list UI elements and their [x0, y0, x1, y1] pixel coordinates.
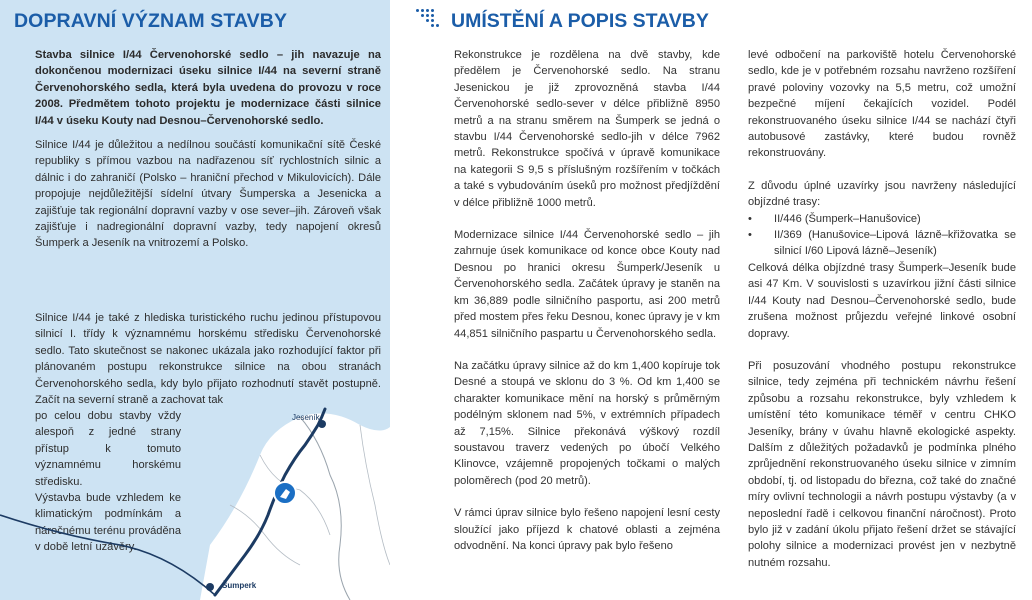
- construction-marker: [274, 482, 296, 504]
- paragraph-importance: Silnice I/44 je důležitou a nedílnou součástí komunikační sítě České republiky s přímou vazbou na nadřazenou síť rychlostních silnic a dálnic i do zahraničí (Polsko – hraniční přechod v Mikulovicích). Dále propojuje nejdůležitější sídelní útvary Šumperska a Jesenicka a zajišťuje tak regionální dopravní vazby v ose sever–jih. Zároveň však zajišťuje i nadregionální dopravní vazby, tedy napojení okresů Šumperk a Jeseník na vnitrozemí a Polsko.: [35, 139, 381, 250]
- bullet-text: II/446 (Šumperk–Hanušovice): [774, 212, 921, 225]
- region-map: [0, 395, 390, 600]
- map-land: [200, 413, 390, 600]
- bullet-item: [748, 227, 1016, 260]
- map-label-sumperk: Šumperk: [222, 581, 257, 590]
- paragraph: Modernizace silnice I/44 Červenohorské sedlo – jih zahrnuje úsek komunikace od konce obce Kouty nad Desnou po hranici okresu Šumperk/Jeseník u Červenohorského sedla. Začátek úpravy je staněn na km 36,889 podle silničního pasportu, asi 200 metrů před mostem přes řeku Desnou, konec úpravy je v km 44,851 silničního paspartu u Červenohorského sedla.: [454, 229, 720, 340]
- section-title-location: UMÍSTĚNÍ A POPIS STAVBY: [451, 10, 709, 32]
- paragraph-tourism-continued: po celou dobu stavby vždy alespoň z jedné strany přístup k tomuto významnému horskému středisku.: [35, 410, 181, 488]
- left-panel: [0, 0, 390, 600]
- paragraph: levé odbočení na parkoviště hotelu Červenohorské sedlo, kde je v potřebném rozsahu navrženo rozšíření pravé poloviny vozovky na 5,5 metru, což umožní bezpečné míjení čekajících vozidel. Podél rekonstruovaného úseku silnice I/44 se nachází čtyři autobusové zastávky, které budou rovněž rekonstruovány.: [748, 49, 1016, 160]
- paragraph-tourism: Silnice I/44 je také z hlediska turistického ruchu jedinou přístupovou silnicí I. třídy k významnému horskému středisku Červenohorské sedlo. Tato skutečnost se nakonec ukázala jako rozhodující faktor při plánovaném postupu rekonstrukce silnice na obou stranách Červenohorského sedla, kdy bylo přijato rozhodnutí stavět postupně. Začít na severní straně a zachovat tak: [35, 312, 381, 407]
- paragraph: Z důvodu úplné uzavírky jsou navrženy následující objízdné trasy:: [748, 179, 1016, 209]
- bullet-text: II/369 (Hanušovice–Lipová lázně–křižovatka se silnicí I/60 Lipová lázně–Jeseník): [774, 229, 1016, 258]
- paragraph-construction: Výstavba bude vzhledem ke klimatickým podmínkám a náročnému terénu prováděna v době letní uzávěry.: [35, 492, 181, 554]
- paragraph: Na začátku úpravy silnice až do km 1,400 kopíruje tok Desné a stoupá ve sklonu do 3 %. Od km 1,400 se charakter komunikace mění na horský s průměrným podélným sklonem nad 5%, v extrémních případech až 7,15%. Silnice překonává výškový rozdíl soustavou traverz vedených po úbočí Velkého Klinovce, vzájemně propojených točkami o malých poloměrech (pod 20 metrů).: [454, 359, 720, 487]
- paragraph: Při posuzování vhodného postupu rekonstrukce silnice, tedy zejména při technickém návrhu řešení způsobu a rozsahu rekonstrukce, byly vzhledem k umístění této komunikace téměř v centru CHKO Jeseníky, brány v úvahu hlavně ekologické aspekty. Dalším z důležitých požadavků je podmínka plného zprůjednění rekonstruovaného úseku silnice v zimním období, tj. od listopadu do března, což také do značné míry ovlivní technologii a návrh postupu výstavby (a v neposlední řadě i celkovou finanční náročnost). Proto bylo již v zadání úkolu přijato řešení držet se stávající polohy silnice a modernizaci provést jen v nezbytně nutném rozsahu.: [748, 359, 1016, 569]
- bullet-item: [748, 211, 1016, 227]
- bullet-icon: •: [748, 212, 752, 225]
- title-dots-decoration: [416, 9, 444, 33]
- text-column-2: [748, 47, 1016, 587]
- lead-paragraph: Stavba silnice I/44 Červenohorské sedlo – jih navazuje na dokončenou modernizaci úseku silnice I/44 na severní straně Červenohorského sedla, která byla uvedena do provozu v roce 2008. Předmětem tohoto projektu je modernizace části silnice I/44 v úseku Kouty nad Desnou–Červenohorské sedlo.: [35, 49, 381, 127]
- paragraph: Rekonstrukce je rozdělena na dvě stavby, kde předělem je Červenohorské sedlo. Na stranu Jesenickou je již zprovozněná stavba I/44 Červenohorské sedlo-sever v délce přibližně 8950 metrů a na stranu směrem na Šumperk se jedná o stavbu I/44 Červenohorské sedlo-jih v délce 7962 metrů. Rekonstrukce spočívá v úpravě komunikace na kategorii S 9,5 s příslušným rozšířením v točkách a také s vybudováním úseků pro možnost předjíždění v délce přibližně 1000 metrů.: [454, 49, 720, 209]
- map-label-jesenik: Jeseník: [292, 413, 320, 422]
- paragraph: V rámci úprav silnice bylo řešeno napojení lesní cesty sloužící jako příjezd k chatové oblasti a zejména odvodnění. Na konci úpravy pak bylo řešeno: [454, 507, 720, 552]
- paragraph: Celková délka objízdné trasy Šumperk–Jeseník bude asi 47 Km. V souvislosti s uzavírkou jižní části silnice I/44 Kouty nad Desnou–Červenohorské sedlo, bude zrušena možnost průjezdu veřejné linkové osobní dopravy.: [748, 261, 1016, 340]
- text-column-1: [454, 47, 720, 570]
- section-title-traffic: DOPRAVNÍ VÝZNAM STAVBY: [14, 10, 288, 32]
- road-secondary: [0, 515, 215, 595]
- bullet-icon: •: [748, 229, 752, 242]
- city-dot-sumperk: [206, 583, 214, 591]
